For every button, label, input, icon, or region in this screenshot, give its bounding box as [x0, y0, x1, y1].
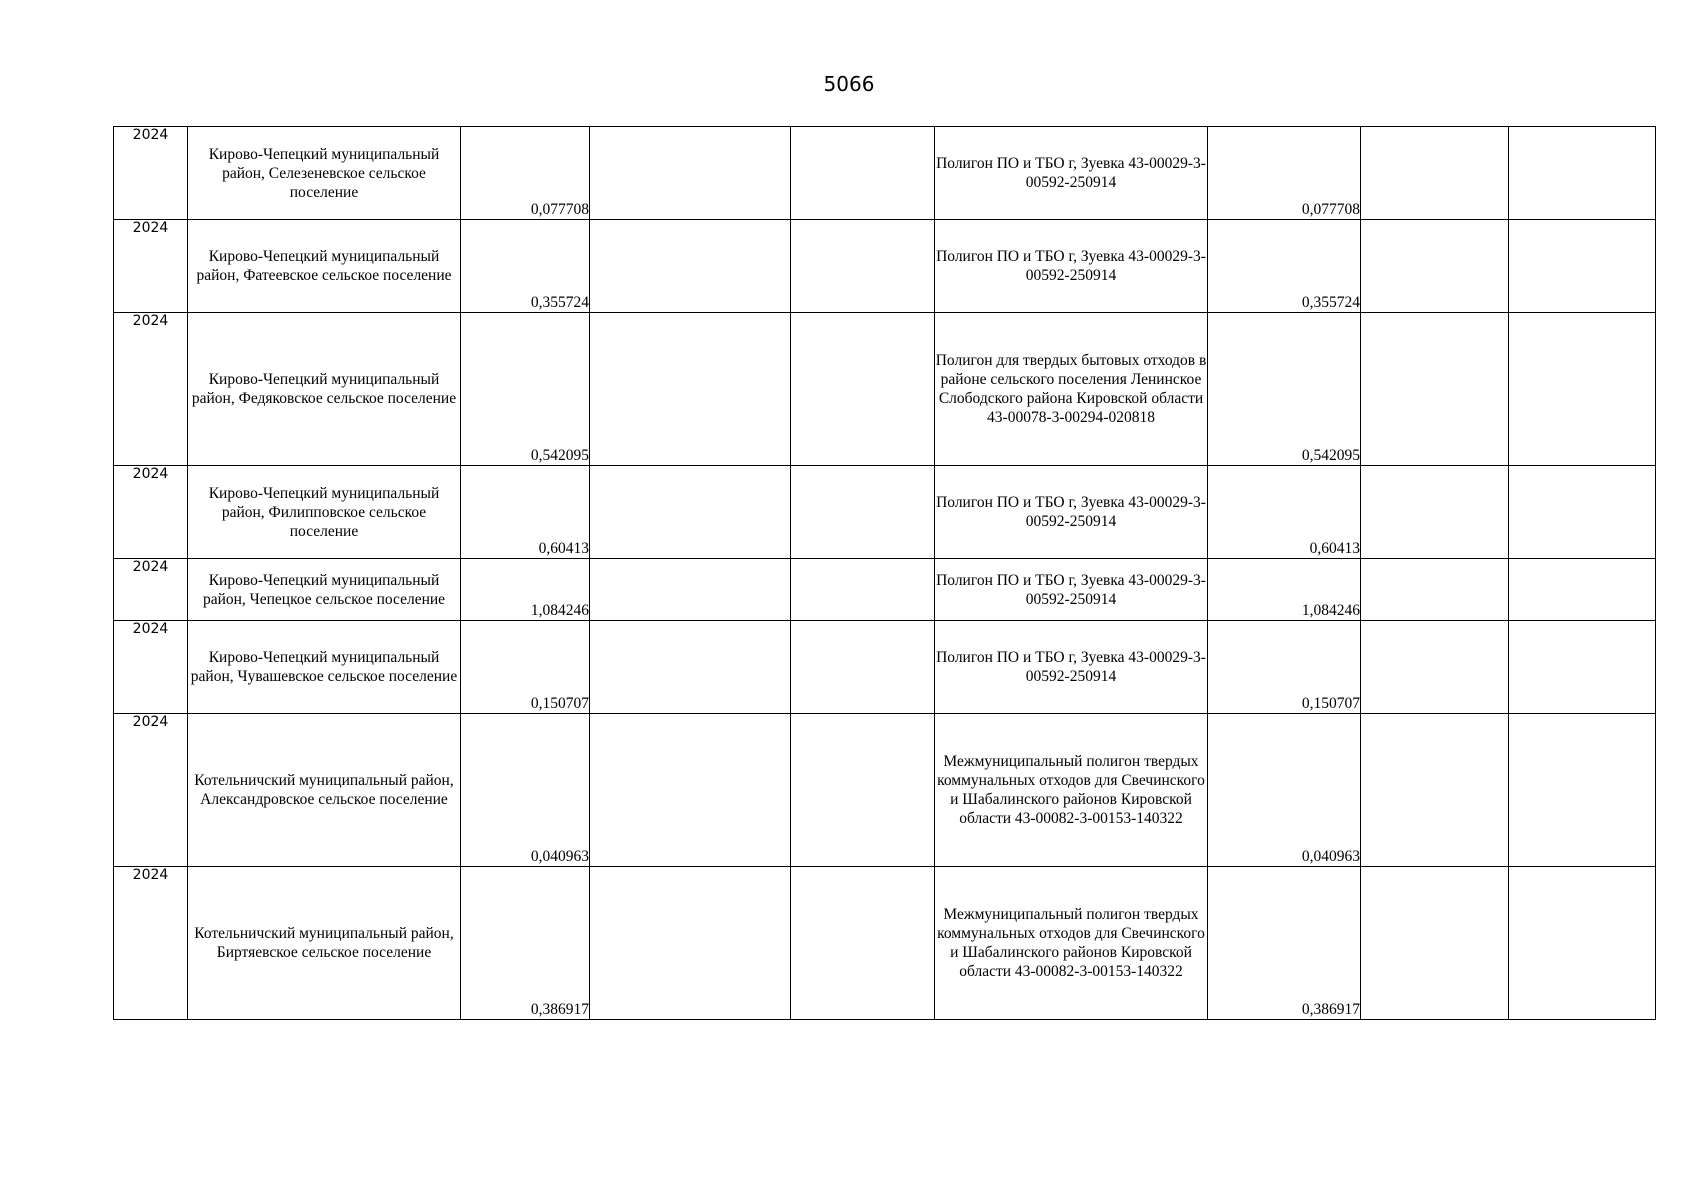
municipality-cell: Кирово-Чепецкий муниципальный район, Чепецкое сельское поселение — [188, 559, 461, 621]
landfill-cell: Полигон ПО и ТБО г, Зуевка 43-00029-3-00592-250914 — [935, 559, 1208, 621]
table-row — [114, 313, 1656, 466]
empty-cell — [791, 127, 935, 220]
empty-cell — [590, 127, 791, 220]
empty-cell — [590, 559, 791, 621]
volume-cell: 0,355724 — [461, 220, 590, 313]
landfill-volume-cell: 0,542095 — [1208, 313, 1361, 466]
table-row — [114, 559, 1656, 621]
empty-cell — [1361, 313, 1509, 466]
landfill-volume-cell: 0,386917 — [1208, 867, 1361, 1020]
landfill-cell: Межмуниципальный полигон твердых коммунальных отходов для Свечинского и Шабалинского районов Кировской области 43-00082-3-00153-140322 — [935, 714, 1208, 867]
municipality-cell: Кирово-Чепецкий муниципальный район, Фатеевское сельское поселение — [188, 220, 461, 313]
table-row — [114, 867, 1656, 1020]
landfill-cell: Полигон ПО и ТБО г, Зуевка 43-00029-3-00592-250914 — [935, 220, 1208, 313]
empty-cell — [1509, 313, 1656, 466]
empty-cell — [791, 313, 935, 466]
landfill-cell: Полигон ПО и ТБО г, Зуевка 43-00029-3-00592-250914 — [935, 621, 1208, 714]
empty-cell — [1361, 127, 1509, 220]
landfill-volume-cell: 0,60413 — [1208, 466, 1361, 559]
year-cell: 2024 — [114, 867, 188, 1020]
volume-cell: 1,084246 — [461, 559, 590, 621]
empty-cell — [590, 220, 791, 313]
empty-cell — [791, 714, 935, 867]
empty-cell — [1509, 867, 1656, 1020]
empty-cell — [791, 466, 935, 559]
year-cell: 2024 — [114, 559, 188, 621]
empty-cell — [590, 714, 791, 867]
landfill-cell: Полигон ПО и ТБО г, Зуевка 43-00029-3-00592-250914 — [935, 466, 1208, 559]
municipality-cell: Кирово-Чепецкий муниципальный район, Селезеневское сельское поселение — [188, 127, 461, 220]
landfill-cell: Полигон ПО и ТБО г, Зуевка 43-00029-3-00592-250914 — [935, 127, 1208, 220]
landfill-volume-cell: 0,040963 — [1208, 714, 1361, 867]
empty-cell — [1509, 466, 1656, 559]
empty-cell — [1361, 867, 1509, 1020]
empty-cell — [590, 867, 791, 1020]
empty-cell — [1509, 559, 1656, 621]
volume-cell: 0,60413 — [461, 466, 590, 559]
empty-cell — [791, 867, 935, 1020]
landfill-cell: Полигон для твердых бытовых отходов в районе сельского поселения Ленинское Слободского района Кировской области 43-00078-3-00294-020818 — [935, 313, 1208, 466]
table-row — [114, 714, 1656, 867]
year-cell: 2024 — [114, 313, 188, 466]
data-table — [113, 126, 1656, 1020]
municipality-cell: Котельничский муниципальный район, Биртяевское сельское поселение — [188, 867, 461, 1020]
empty-cell — [590, 466, 791, 559]
empty-cell — [1509, 621, 1656, 714]
municipality-cell: Кирово-Чепецкий муниципальный район, Чувашевское сельское поселение — [188, 621, 461, 714]
table-row — [114, 220, 1656, 313]
empty-cell — [1361, 621, 1509, 714]
empty-cell — [791, 220, 935, 313]
page-number: 5066 — [823, 72, 875, 96]
year-cell: 2024 — [114, 621, 188, 714]
municipality-cell: Котельничский муниципальный район, Александровское сельское поселение — [188, 714, 461, 867]
empty-cell — [1509, 714, 1656, 867]
empty-cell — [791, 621, 935, 714]
empty-cell — [590, 313, 791, 466]
volume-cell: 0,077708 — [461, 127, 590, 220]
volume-cell: 0,150707 — [461, 621, 590, 714]
year-cell: 2024 — [114, 220, 188, 313]
empty-cell — [1361, 466, 1509, 559]
year-cell: 2024 — [114, 466, 188, 559]
landfill-cell: Межмуниципальный полигон твердых коммунальных отходов для Свечинского и Шабалинского районов Кировской области 43-00082-3-00153-140322 — [935, 867, 1208, 1020]
volume-cell: 0,386917 — [461, 867, 590, 1020]
empty-cell — [791, 559, 935, 621]
table-row — [114, 621, 1656, 714]
landfill-volume-cell: 0,355724 — [1208, 220, 1361, 313]
empty-cell — [1509, 220, 1656, 313]
empty-cell — [1361, 714, 1509, 867]
municipality-cell: Кирово-Чепецкий муниципальный район, Федяковское сельское поселение — [188, 313, 461, 466]
empty-cell — [1509, 127, 1656, 220]
volume-cell: 0,040963 — [461, 714, 590, 867]
table-row — [114, 466, 1656, 559]
empty-cell — [1361, 559, 1509, 621]
table-row — [114, 127, 1656, 220]
volume-cell: 0,542095 — [461, 313, 590, 466]
empty-cell — [1361, 220, 1509, 313]
year-cell: 2024 — [114, 714, 188, 867]
landfill-volume-cell: 0,150707 — [1208, 621, 1361, 714]
landfill-volume-cell: 0,077708 — [1208, 127, 1361, 220]
empty-cell — [590, 621, 791, 714]
municipality-cell: Кирово-Чепецкий муниципальный район, Филипповское сельское поселение — [188, 466, 461, 559]
year-cell: 2024 — [114, 127, 188, 220]
landfill-volume-cell: 1,084246 — [1208, 559, 1361, 621]
